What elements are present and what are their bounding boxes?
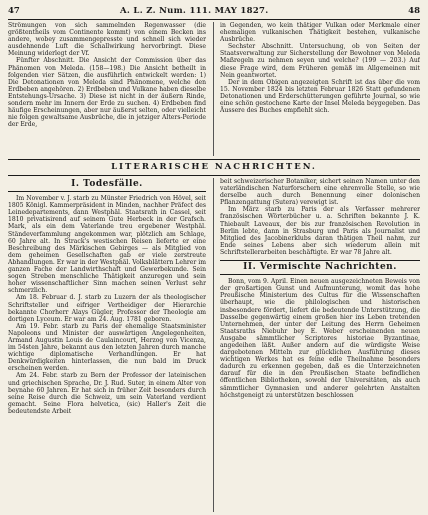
heading-rule — [8, 191, 206, 192]
section-rule-bottom — [8, 175, 420, 176]
paragraph: Bonn, vom 9. April. Einen neuen ausgezeichneten Beweis von der großartigen Gunst und Aufmunterung, womit das hohe Preußische Ministerium des Cultus für die Wissenschaften überhaupt, wie die philologischen und historischen insbesondere fördert, liefert die bedeutende Unterstützung, die Dasselbe gegenwärtig einem großen hier ins Leben tretenden Unternehmen, der unter der Leitung des Herrn Geheimen Staatsraths Niebuhr bey E. Weber erscheinenden neuen Ausgabe sämmtlicher Scriptores historiae Byzantinae, angedeihen läßt. Außer andern auf die würdigste Weise dargebotenen Mitteln zur glücklichen Ausführung dieses wichtigen Werkes hat es feine edle Theilnahme besonders dadurch zu erkennen gegeben, daß es die Unterzeichneten darauf für die in den Preußischen Staate befindlichen öffentlichen Bibliotheken, sowohl der Universitäten, als auch sämmtlicher Gymnasien und anderer gelehrten Anstalten höchstgeneigt zu unterstützen beschlossen — [220, 278, 420, 399]
header-rule — [8, 19, 420, 20]
paragraph: in Gegenden, wo kein thätiger Vulkan oder Merkmale einer ehemaligen vulkanischen Thätigkeit bestehen, vulkanische Ausbrüche. — [220, 22, 420, 44]
paragraph: beit schweizerischer Botaniker, sichert seinen Namen unter den vaterländischen Naturforschern eine ehrenvolle Stelle, so wie derselbe auch durch Benennung einer dolonischen Pflanzengattung (Sutera) verewigt ist. — [220, 178, 420, 207]
bottom-right-column — [220, 178, 420, 512]
section-heading: I. Todesfälle. — [71, 179, 143, 189]
paragraph: Strömungen von sich sammelnden Regenwasser (die größtentheils vom Continente kommt) von einem Becken ins andere, wobey zusammengepresste und schnell sich wieder ausdehnende Luft die Schallwirkung hervorbringt. Diese Meinung widerlegt der Vf. — [8, 22, 206, 58]
section-heading: II. Vermischte Nachrichten. — [243, 262, 397, 273]
page-header — [8, 6, 420, 18]
page-number-right: 48 — [408, 6, 420, 16]
paragraph: Im November v. J. starb zu Münster Friedrich von Hövel, seit 1805 Königl. Kammerpräsident in Minden, nachher Präfect des Leinedepartements, dann Westphäl. Staatsrath in Cassel, seit 1810 privatisirend auf seinem Gute Herbeck in der Grafsch. Mark, als ein dem Vaterlande treu ergebener Westphäl. Ständeverfammlung angekommen war, plötzlich am Schlage, 60 Jahre alt. In Strack's westischen Reisen lieferte er eine Beschreibung des Märkischen Gebirges — als Mitglied von dem geheimen Gesellschaften gab er viele zerstreute Abhandlungen. Er war in der Westphäl. Volksblättern Lehrer im ganzen Fache der Landwirthschaft und Gewerbekunde. Sein sogen Streben menschliche Thätigkeit anzuregen und sein hoher wissenschaftlicher Sinn machen seinen Verlust sehr schmerzlich. — [8, 195, 206, 295]
section-banner: LITERARISCHE NACHRICHTEN. — [111, 162, 317, 172]
paragraph: Am 19. Febr. starb zu Paris der ehemalige Staatsminister Napoleons und Minister der auswärtigen Angelegenheiten, Armand Augustin Louis de Caulaincourt, Herzog von Vicenza, im 54sten Jahre, bekannt aus den letzten Jahren durch manche wichtige diplomatische Verhandlungen. Er hat Denkwürdigkeiten hinterlassen, die nun bald im Druck erscheinen werden. — [8, 322, 206, 373]
heading-rule — [220, 274, 420, 275]
paragraph: Am 18. Februar d. J. starb zu Luzern der als theologischer Schriftsteller und eifriger Vertheidiger der Hierarchie bekannte Chorherr Alays Gügler, Professor der Theologie am dortigen Lyceum. Er war am 24. Aug. 1781 geboren. — [8, 294, 206, 323]
heading-rule — [220, 260, 420, 261]
paragraph: Der in dem Obigen angezeigten Schrift ist das über die vom 15. November 1824 bis letzten Februar 1826 Statt gefundenen Detonationen und Erderschütterungen geführte Journal, so wie eine schön gestochene Karte der Insel Meleda beygegeben. Das Äussere des Buches empfiehlt sich. — [220, 78, 420, 115]
paragraph: Am 24. Febr. starb zu Bern der Professor der lateinischen und griechischen Sprache, Dr. J. Rud. Suter, in einem Alter von beynahe 60 Jahren. Er hat sich in früher Zeit besonders durch seine Reise durch die Schweiz, um sein Vaterland verdient gemacht. Seine Flora helvetica, (sic) Haller's Zeit die bedeutendste Arbeit — [8, 372, 206, 415]
paragraph: Sechster Abschnitt. Untersuchung, ob von Seiten der Staatsverwaltung zur Sicherstellung der Bewohner von Meleda Maßregeln zu nehmen seyen und welche? (199 — 203.) Auf diese Frage wird, dem Früheren gemäß im Allgemeinen mit Nein geantwortet. — [220, 43, 420, 79]
column-divider — [213, 22, 214, 156]
paragraph: Fünfter Abschnitt. Die Ansicht der Commission über das Phänomen von Meleda. (158—198.) Die Ansicht betheilt in folgenden vier Sätzen, die ausführlich entwickelt werden: 1) Die Detonationen von Meleda sind Phänomene, welche den Erdbeben angehören. 2) Erdbeben und Vulkane haben dieselbe Entstehungs-Ursache. 3) Diese ist nicht in der äußern Rinde, sondern mehr im Innern der Erde zu suchen. 4) Erdbeben find häufige Erscheinungen, aber nur äußerst selten, oder vielleicht nie folgen gewaltsame Ausbrüche, die in jetziger Alters-Periode der Erde, — [8, 57, 206, 129]
section-rule-top — [8, 159, 420, 160]
column-divider — [213, 178, 214, 512]
paragraph: Im März starb zu Paris der als Verfasser mehrerer französischen Wörterbücher u. a. Schriften bekannte J. K. Thiebault Laveaux, der bis zur französischen Revolution in Berlin lebte, dann in Strasburg und Paris als Journalist und Mitglied des Jacobinerklubs daran thätigen Theil nahm, zur Ende seines Lebens aber sich wiederum allein mit Schriftstellerarbeiten beschäftigte. Er war 78 Jahre alt. — [220, 206, 420, 256]
running-title: A. L. Z. Num. 111. MAY 1827. — [120, 6, 269, 16]
top-left-column — [8, 22, 206, 156]
top-right-column — [220, 22, 420, 156]
bottom-left-column — [8, 178, 206, 512]
page-number-left: 47 — [8, 6, 20, 16]
